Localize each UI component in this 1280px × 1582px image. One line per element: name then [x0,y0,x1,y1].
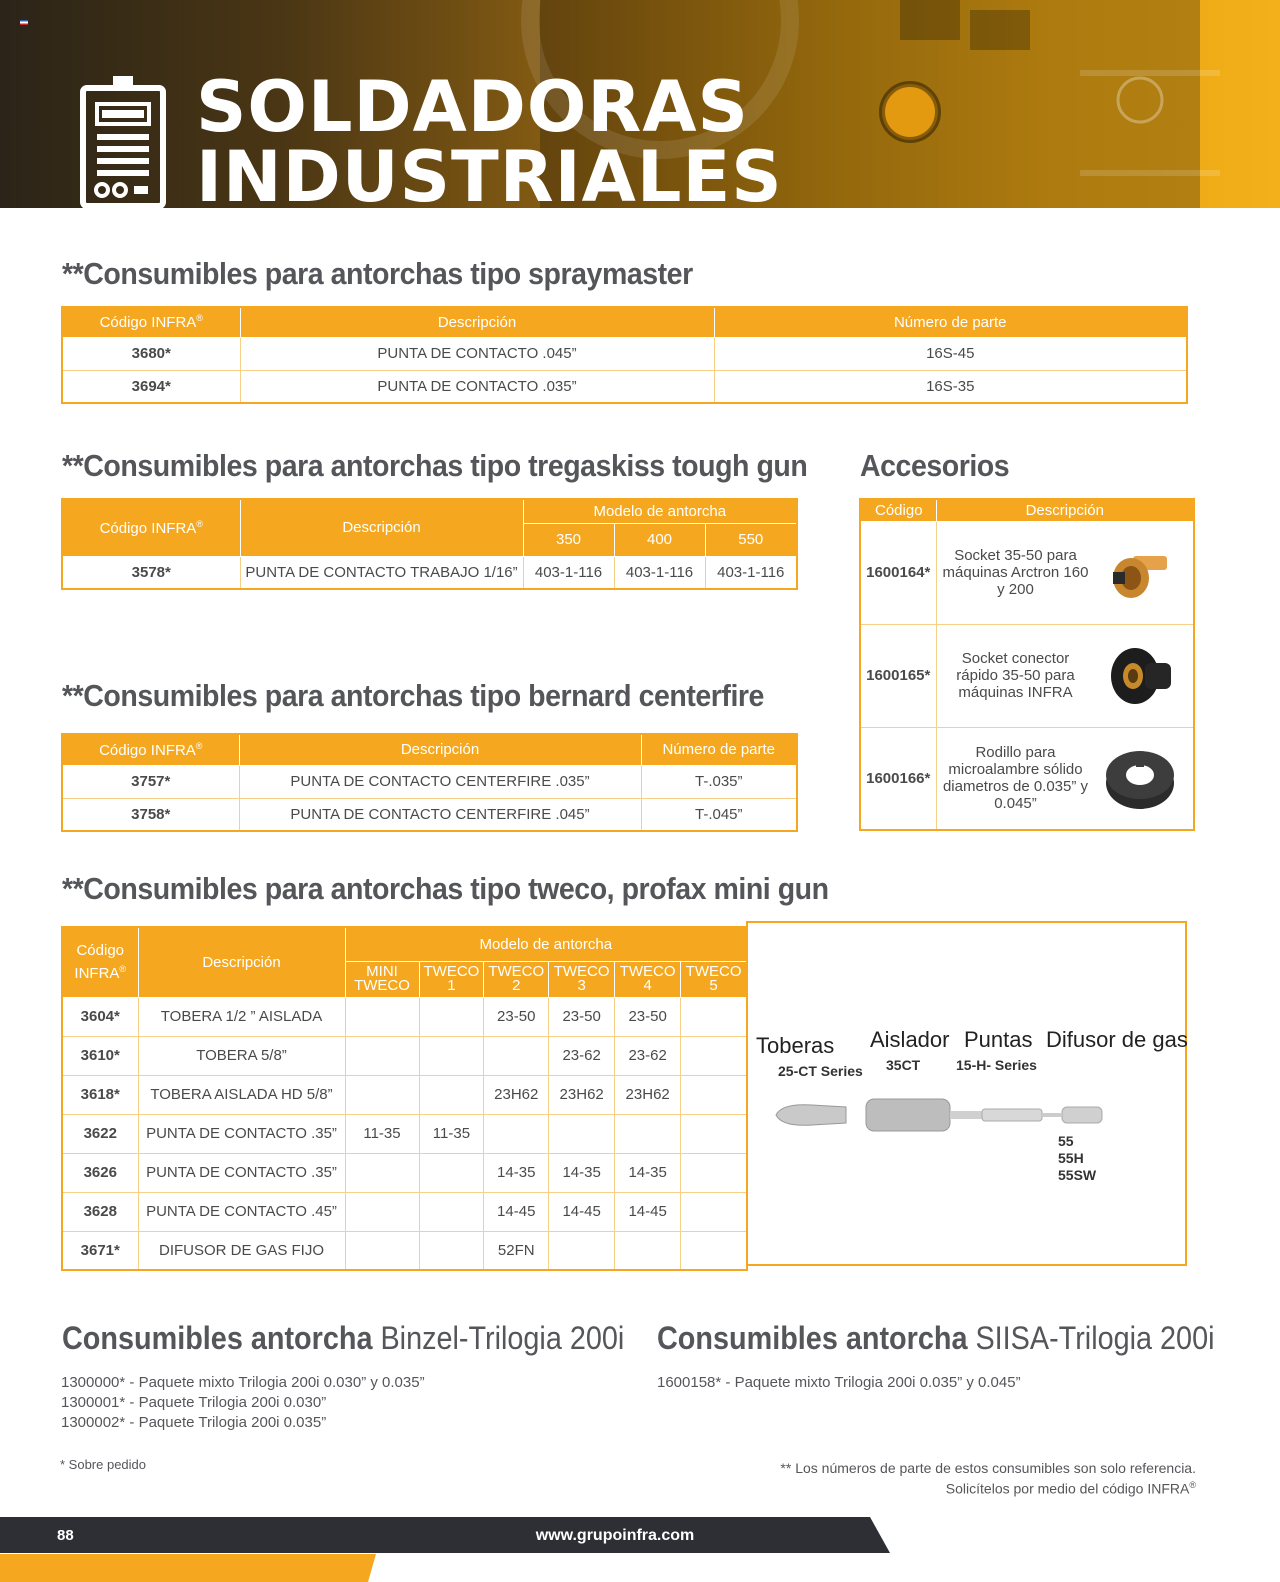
tweco-title: **Consumibles para antorchas tipo tweco, profax mini gun [62,871,829,906]
list-item: 1300001* - Paquete Trilogia 200i 0.030” [61,1394,327,1411]
welder-machine-icon [80,76,166,208]
siisa-title: Consumibles antorcha SIISA-Trilogia 200i [657,1320,1215,1356]
table-row: 3578* PUNTA DE CONTACTO TRABAJO 1/16” 403-1-116 403-1-116 403-1-116 [62,556,797,589]
roller-icon [1103,743,1177,813]
sobre-pedido-note: * Sobre pedido [60,1457,147,1472]
siisa-list [657,1373,1021,1393]
bernard-table [61,733,798,832]
title-line-1: SOLDADORAS [196,66,749,148]
label-aislador-series: 35CT [886,1057,921,1073]
socket-black-icon [1103,641,1177,711]
socket-brass-icon [1103,538,1177,608]
header-description: Descripción [240,307,714,337]
page-number: 88 [57,1527,74,1544]
label-puntas: Puntas [964,1027,1033,1052]
table-row: 3671* DIFUSOR DE GAS FIJO 52FN [62,1231,747,1270]
consumables-diagram [746,921,1187,1266]
table-row: 1600165* Socket conector rápido 35-50 para máquinas INFRA [860,624,1194,727]
bernard-title: **Consumibles para antorchas tipo bernard centerfire [62,678,764,713]
header-code: Código INFRA® [62,307,240,337]
table-row: 3628 PUNTA DE CONTACTO .45” 14-45 14-45 14-45 [62,1192,747,1231]
header-model: Modelo de antorcha [523,499,797,523]
label-difusor-series: 55 55H 55SW [1058,1133,1097,1183]
table-row: 1600166* Rodillo para microalambre sólido diametros de 0.035” y 0.045” [860,727,1194,830]
header-description: Descripción [138,927,345,997]
tweco-table: Código INFRA® Descripción Modelo de antorcha MINI TWECO TWECO 1 TWECO 2 TWECO 3 TWECO 4 TWECO 5 3604* TOBERA 1/2 ” AISLADA 23-50 23-50 23-50 3610* TOBERA 5/8” 23-62 23-62 3618* TOBERA AISLADA HD 5/8” 23H62 23H62 23H62 3622 PUNTA DE CONTACTO .35” 11-35 11-35 3626 PUNTA DE CONTACTO .35” 14-35 14-35 14-35 3628 PUNTA DE CONTACTO .45” 14-45 14-45 14-45 3671* DIFUSOR DE GAS FIJO 52FN [61,926,748,1271]
table-row: 1600164* Socket 35-50 para máquinas Arctron 160 y 200 [860,521,1194,624]
reference-note: ** Los números de parte de estos consumibles son solo referencia. Solicítelos por medio del código INFRA® [780,1460,1196,1497]
tregaskiss-table: Código INFRA® Descripción Modelo de antorcha 350 400 550 3578* PUNTA DE CONTACTO TRABAJO 1/16” 403-1-116 403-1-116 403-1-116 [61,498,798,590]
header-code: Código INFRA® [62,499,240,556]
table-row: 3618* TOBERA AISLADA HD 5/8” 23H62 23H62 23H62 [62,1075,747,1114]
header-description: Descripción [936,499,1194,521]
header-description: Descripción [239,734,641,765]
binzel-title: Consumibles antorcha Binzel-Trilogia 200i [62,1320,625,1356]
header-code: Código INFRA® [62,734,239,765]
flag-icon [20,20,28,25]
table-row: 3680* PUNTA DE CONTACTO .045” 16S-45 [62,337,1187,370]
header-part-number: Número de parte [641,734,797,765]
header-part-number: Número de parte [714,307,1187,337]
header-description: Descripción [240,499,523,556]
tregaskiss-title: **Consumibles para antorchas tipo tregaskiss tough gun [62,448,808,483]
header-model: Modelo de antorcha [345,927,747,961]
torch-parts-icon [772,1095,1112,1135]
title-line-2: INDUSTRIALES [196,136,783,208]
spraymaster-title: **Consumibles para antorchas tipo spraymaster [62,256,693,291]
website-link[interactable]: www.grupoinfra.com [535,1527,695,1544]
table-row: 3626 PUNTA DE CONTACTO .35” 14-35 14-35 14-35 [62,1153,747,1192]
accesorios-title: Accesorios [860,448,1010,483]
table-row: 3610* TOBERA 5/8” 23-62 23-62 [62,1036,747,1075]
label-toberas-series: 25-CT Series [778,1063,863,1079]
table-row: 3622 PUNTA DE CONTACTO .35” 11-35 11-35 [62,1114,747,1153]
label-aislador: Aislador [870,1027,950,1052]
label-toberas: Toberas [756,1033,835,1058]
page-title [196,66,783,208]
header-banner [0,0,1280,208]
table-row: 3757* PUNTA DE CONTACTO CENTERFIRE .035” T-.035” [62,765,797,798]
footer [0,1517,1280,1582]
header-code: Código INFRA® [62,927,138,997]
list-item: 1300002* - Paquete Trilogia 200i 0.035” [61,1414,327,1431]
binzel-list [61,1373,425,1433]
table-row: 3758* PUNTA DE CONTACTO CENTERFIRE .045” T-.045” [62,798,797,831]
list-item: 1300000* - Paquete mixto Trilogia 200i 0.030” y 0.035” [61,1374,425,1391]
table-row: 3694* PUNTA DE CONTACTO .035” 16S-35 [62,370,1187,403]
label-difusor: Difusor de gas [1046,1027,1188,1052]
list-item: 1600158* - Paquete mixto Trilogia 200i 0.035” y 0.045” [657,1374,1021,1391]
table-row: 3604* TOBERA 1/2 ” AISLADA 23-50 23-50 23-50 [62,997,747,1036]
spraymaster-table [61,306,1188,404]
header-code: Código [860,499,936,521]
accesorios-table [859,498,1195,831]
label-puntas-series: 15-H- Series [956,1057,1037,1073]
